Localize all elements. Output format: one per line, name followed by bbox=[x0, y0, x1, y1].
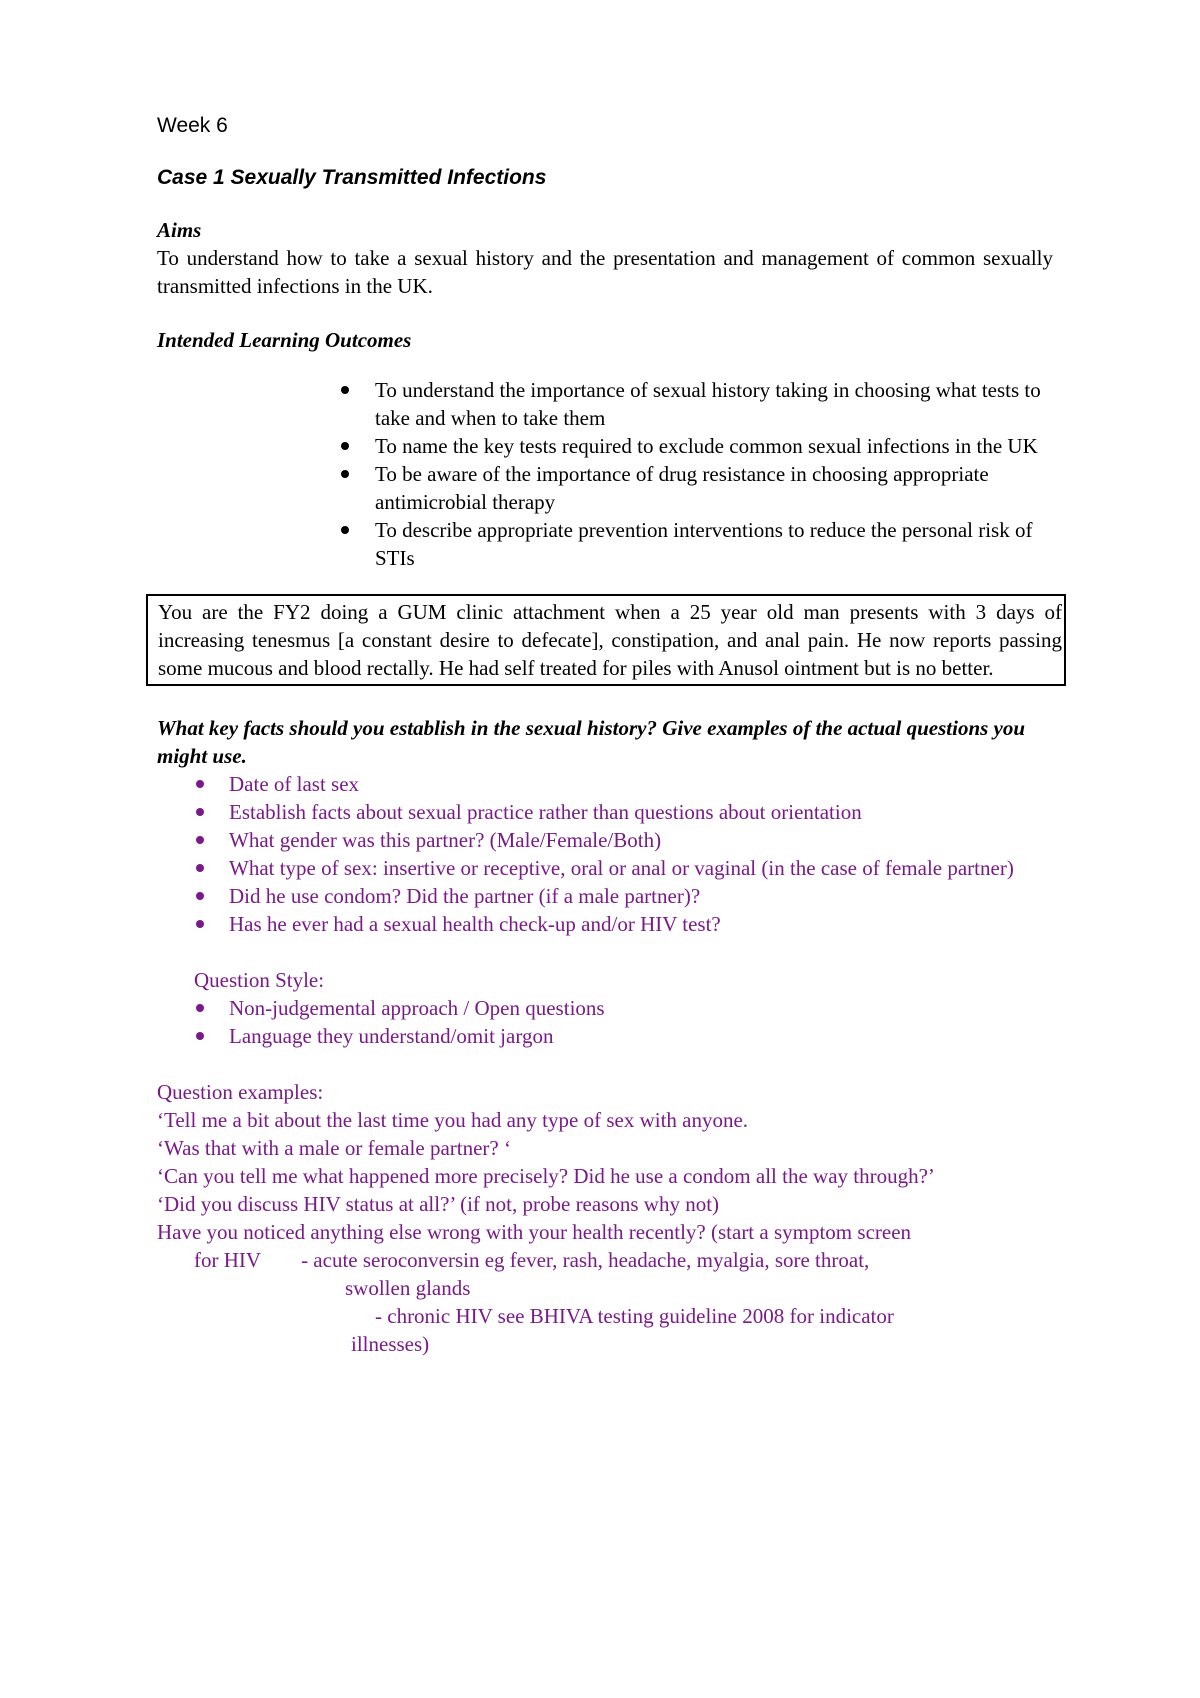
aims-text: To understand how to take a sexual history and the presentation and management of common sexually transmitted infections in the UK. bbox=[157, 246, 1053, 298]
ilo-item: To understand the importance of sexual history taking in choosing what tests to take and when to take them bbox=[375, 376, 1047, 432]
key-facts-list bbox=[157, 770, 1053, 938]
question-style-list bbox=[157, 994, 1053, 1050]
question-example-line: ‘Can you tell me what happened more precisely? Did he use a condom all the way through?’ bbox=[157, 1164, 935, 1188]
key-fact-item: What gender was this partner? (Male/Female/Both) bbox=[229, 826, 1053, 854]
ilo-item: To describe appropriate prevention interventions to reduce the personal risk of STIs bbox=[375, 516, 1047, 572]
key-fact-item: Establish facts about sexual practice rather than questions about orientation bbox=[229, 798, 1053, 826]
aims-heading: Aims bbox=[157, 218, 202, 242]
ilo-heading: Intended Learning Outcomes bbox=[157, 328, 412, 352]
key-fact-item: What type of sex: insertive or receptive, oral or anal or vaginal (in the case of female partner) bbox=[229, 854, 1053, 882]
hiv-acute-line bbox=[157, 1246, 1053, 1274]
week-label: Week 6 bbox=[157, 114, 228, 137]
ilo-item: To be aware of the importance of drug resistance in choosing appropriate antimicrobial therapy bbox=[375, 460, 1047, 516]
hiv-chronic-line: - chronic HIV see BHIVA testing guideline 2008 for indicator bbox=[375, 1304, 894, 1328]
hiv-acute-continued: swollen glands bbox=[345, 1276, 471, 1300]
question-style-item: Non-judgemental approach / Open questions bbox=[229, 994, 1053, 1022]
hiv-prefix: for HIV bbox=[194, 1248, 262, 1272]
health-question-line: Have you noticed anything else wrong with your health recently? (start a symptom screen bbox=[157, 1220, 912, 1244]
document-page bbox=[157, 112, 1062, 1358]
question-examples-label: Question examples: bbox=[157, 1080, 324, 1104]
case-title: Case 1 Sexually Transmitted Infections bbox=[157, 166, 547, 189]
key-fact-item: Has he ever had a sexual health check-up and/or HIV test? bbox=[229, 910, 1053, 938]
key-fact-item: Did he use condom? Did the partner (if a male partner)? bbox=[229, 882, 1053, 910]
ilo-list bbox=[157, 376, 1053, 572]
hiv-chronic-continued: illnesses) bbox=[351, 1332, 430, 1356]
case-scenario-box: You are the FY2 doing a GUM clinic attachment when a 25 year old man presents with 3 days of increasing tenesmus [a constant desire to defecate], constipation, and anal pain. He now reports passing some mucous and blood rectally. He had self treated for piles with Anusol ointment but is no better. bbox=[146, 594, 1066, 686]
key-facts-question: What key facts should you establish in the sexual history? Give examples of the actual questions you might use. bbox=[157, 716, 1026, 768]
question-style-label: Question Style: bbox=[194, 968, 325, 992]
key-fact-item: Date of last sex bbox=[229, 770, 1053, 798]
ilo-item: To name the key tests required to exclude common sexual infections in the UK bbox=[375, 432, 1047, 460]
question-style-item: Language they understand/omit jargon bbox=[229, 1022, 1053, 1050]
question-example-line: ‘Did you discuss HIV status at all?’ (if not, probe reasons why not) bbox=[157, 1192, 720, 1216]
hiv-acute-text: - acute seroconversin eg fever, rash, headache, myalgia, sore throat, bbox=[301, 1248, 870, 1272]
question-example-line: ‘Tell me a bit about the last time you had any type of sex with anyone. bbox=[157, 1108, 749, 1132]
question-example-line: ‘Was that with a male or female partner? ‘ bbox=[157, 1136, 511, 1160]
